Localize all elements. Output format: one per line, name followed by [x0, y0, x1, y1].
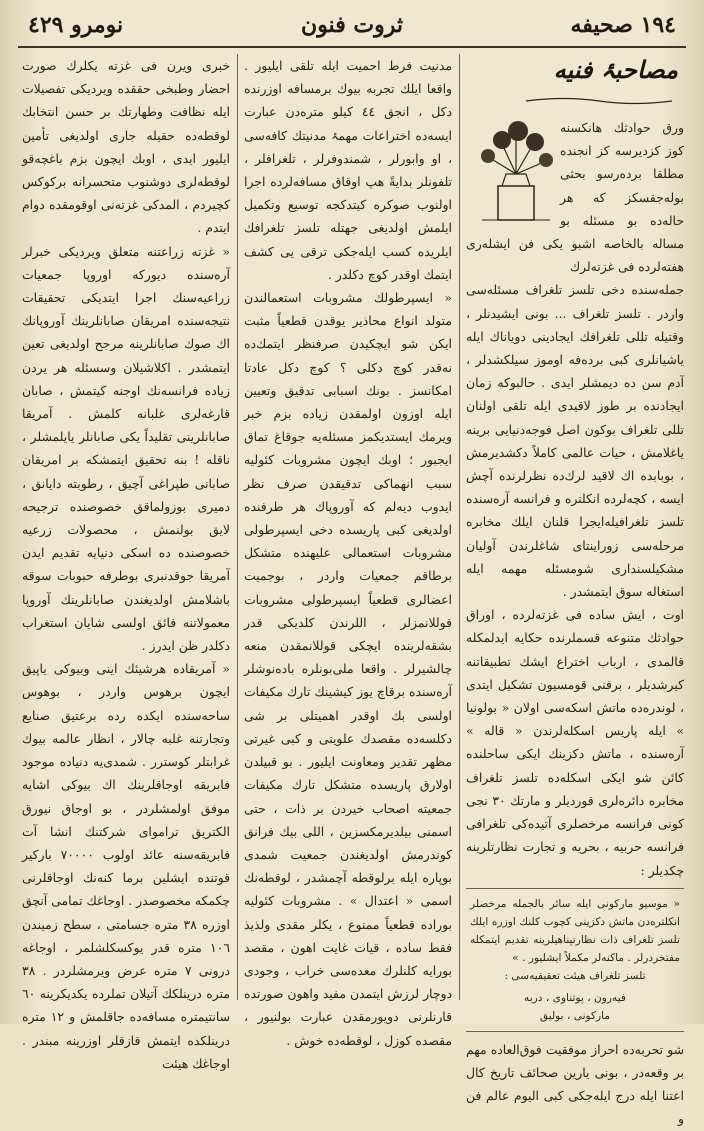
column-divider — [459, 54, 460, 1000]
paragraph: شو تحربه‌ده احراز موفقيت فوق‌العاده مهم بر وقعه‌در ، بونى يارين صحائف تاريخ كال اعتنا ايله درج ايله‌جكى كبى اليوم عالم فن و — [466, 1041, 684, 1127]
column-divider — [237, 54, 238, 1000]
telegram-signature: تلسز تلغراف هيئت تعقيقيه‌سى : — [504, 969, 646, 982]
page-label: ١٩٤ صحيفه — [570, 12, 676, 38]
article-heading — [466, 54, 684, 114]
page-header — [18, 4, 686, 44]
paragraph: جمله‌سنده دخى تلسز تلغراف مسئله‌سى واردر . تلسز تلغراف ... بونى ايشيدنلر ، وقتيله تللى تلغرافك ايجادينى دوياناك ايله ياشيانلرى كبى برده‌فه اوموز سيلكشدلر ، آدم سن ده ديمشلر ايدى . حالبوكه زمان ايجادنده بر طوز لاقيدى ايله تلقى اولنان تللى تلغراف بوكون اصل فوجه‌دنيايى برينه ياغلامش ، حيات عالمى كاملاً دكشديرمش ، بوبابده اك لاقيد لرك‌ده نظرلرنده آچش ايسه ، كچه‌لرده انكلتره و فرانسه آره‌سنده تلسز تلغرافيله‌ايجرا قلنان ايلك مخابره مرحله‌سى زوراينتاى شاغلرندن آوليان مشكيلسندارى شومسئله مهمه ايله استغاله سوق ايتمشدر . — [466, 282, 684, 600]
paragraph: خبرى ويرن فى غزته يكلرك صورت احضار وطبخى حققده ويرديكى تفصيلات ايله نظافت وطهارتك بر حسن انتخابك لوقطه‌ده حقيله جارى اولديغى تأمين ايليور ايدى ، اوبك ايچون بزم باغچه‌قو لوقطه‌لرى دوشنوب متحسرانه بركوكس كچيردم ، المدكى غزته‌نى اوقومقده دوام ايتدم . — [22, 58, 230, 236]
column-right — [466, 54, 684, 1127]
paragraph: مدنيت فرط احميت ايله تلقى ايليور . واقعا ايلك تجربه بيوك برمسافه اوزرنده دكل ، انجق ٤٤ كيلو متره‌دن عبارت ايسه‌ده اختراعات مهمۂ مدنيتك كافه‌سى ، او وابورلر ، شمندوفرلر ، تلغرافلر ، تلفونلر بدايةً هپ اوقاق مسافه‌لرده اجرا اولنوب صوكره كيتدكجه توسيع وتكميل ايلمش اولديغى جهتله تلسز تلغرافك ايلريده كسب ايله‌جكى ترقى يى كشف ايتمك اوقدر كوچ دكلدر . — [244, 58, 452, 282]
column-middle — [244, 54, 452, 1048]
header-rule — [18, 46, 686, 48]
paragraph: « غزته زراعتنه متعلق ويرديكى خبرلر آره‌سنده ديوركه اوروپا جمعيات زراعيه‌سنك اجرا ايتديكى تحقيقات نتيجه‌سنده امريقان صابانلرينك آوروپانك اك صوك صابانلرينه مرجح اولديغى تعين ايتمشدر . اكلاشيلان وسسئله هر يردن زياده فرانسه‌نك اوجنه كيتمش ، صابان قارغه‌لرى غلبانه كلمش . آمريقا صابانلرينى تقليداً يكى صابانلر يايلمشلر ، ناقله ! بنه تحقيق ايتمشكه بر امريقان صابانى طپراغى آچيق ، رطوبته دايانق ، دميرى بوزولماقق خصوصنده ترجيحه لايق بولنمش ، محصولات زرعيه خصوصنده ده اسكى دنيايه تقديم ايدن آمريقا جوقدنبرى بوطرفه حبوبات سوقه باشلامش اولديغندن صابانلرينك آوروپا معمولاتنه فائق اولسى شايان استغراب دكلدر ظن ايدرز . — [22, 243, 230, 654]
journal-title: ثروت فنون — [301, 12, 403, 38]
paragraph: « ايسپرطولك مشروبات استعمالندن متولد انواع محاذير يوقدن قطعياً مثبت ايكن شو ايچكيدن صرفنظر ايتمك‌ده نه‌قدر كوچ دكلى ؟ كوچ دكل عادتا امكانسز . بونك اسبابى تدقيق وتعيين ايله اوزون اولمقدن زياده بزم خبر ويرمك ايستديكمز مسئله‌يه جوقاغ تماق ايجبور ؛ اوبك ايچون مشروبات كئوليه سبب انهماكى تدقيقدن صرف نظر ايدوب ديه‌لم كه آوروپاك هر طرفنده اولديغى كبى پاريسده دخى ايسپرطولى مشروبات استعمالى عليهنده متشكل برطاقم جمعيات واردر ، بوجميت اعضالرى قطعياً ايسپرطولى مشروبات قوللانمزلر ، اللرندن كلديكى قدر بشقه‌لرينده ايچكى قوللانمقدن منعه چالشيرلر . واقعا ملى‌بونلره باده‌نوشلر آره‌سنده برقاچ يوز كيشينك تارك مكيفات اولسى بك اوقدر اهميتلى بر شى دكلسه‌ده مقصدك علويتى و كبى غيرتى مظهر تقدير ومعاونت ايليور . بو قبيلدن اولارق پاريسده متشكل تارك مكيفات جمعيته اصحاب خيردن بر ذات ، حتى اسمنى بيلديرمكسزين ، اللى بيك فرانق كوندرمش اولديغندن جمعيت شمدى بوپاره ايله برلوقطه آچمشدر ، لوقطه‌نك اسمى « اعتدال » . مشروبات كئوليه بوراده قطعياً ممنوع ، يكلر مقدى ولذيذ فقط ساده ، قيات غايت اهون ، مقصد بورايه كلنلرك معده‌سى خراب ، وجودى دوچار لرزش ايتمدن مفيد واهون صورتده قارنلرنى دويورمقدن عبارت بولنيور ، مقصده كوزل ، لوقطه‌ده خوش . — [244, 290, 452, 1048]
paragraph: ورق حوادثك هانكسنه كوز كزديرسه كز انجنده مطلقا برده‌رسو بحثى بوله‌جقسكز كه هر حاله‌ده بو مسئله بو مساله بالخاصه اشبو يكى فن ايشله‌رى هفته‌لرده فى غزته‌لرك — [466, 120, 684, 275]
telegram-inset — [466, 888, 684, 1032]
flower-vase-illustration — [472, 116, 560, 224]
flourish-ornament — [524, 96, 674, 106]
paragraph: اوت ، ايش ساده فى غزته‌لرده ، اوراق حوادثك متنوعه قسملرنده حكايه ايدلمكله قالمدى ، ارباب اختراع ايشك تطبيقاتنه كيرشديلر ، برفنى قومسيون تشكيل ايتدى ، لوندره‌ده ماتش اسكه‌سى اولان « بولونيا » ايله پاريس اسكله‌لرندن « قاله » آره‌سنده ، ماتش دكزينك ايكى ساحلنده كائن شو ايكى اسكله‌ده تلسز تلغراف مخابره دائره‌لرى قورديلر و مارتك ٣٠ نجى كونى فرانسه مرخصلرى آتيده‌كى تلغرافى فرانسه حربيه ، بحريه و تجارت نظارتلرينه چكديلر : — [466, 607, 684, 878]
column-left — [22, 54, 231, 1071]
article-title: مصاحبۂ فنيه — [553, 55, 678, 84]
issue-number: نومرو ٤٢٩ — [28, 12, 124, 38]
paragraph: « آمريقاده هرشيئك اينى وبيوكى ياپيق ايچون برهوس واردر ، بوهوس ساحه‌سنده ايكده رده برعتيق صنايع وتجارتنه غلبه چالار ، انظار عالمه بيوك غرابتلر كوسترر . شمدى‌يه دنياده موجود فابريقه اوجاقلرينك اك بيوكى اشايه موفق اولمشلردر ، بو اوجاق نيورق الكتريق ترامواى شركتنك انشا آت فابريقه‌سنه عائد اولوب ٧٠٠٠٠ باركير قوتنده ايشلين برما كنه‌نك اوجاقلرنى چكمكه مخصوصدر . اوجاغك تمامى آنچق اوزره ٣٨ متره جسامتى ، سطح زميندن ١٠٦ متره قدر يوكسكلشلمر ، اوجاغه درونى ٧ متره عرض ويرمشلردر . ٣٨ متره درينلكك آتيلان تملرده يكديكرينه ٦٠ سانتيمتره مسافه‌ده جاقلمش و ١٢ متره درينلكده ايتمش قازقلر اوزرينه مبندر . اوجاغك هيئت — [22, 661, 231, 1071]
telegram-quote: « موسيو ماركونى ايله سائر بالجمله مرخصلر انكلتره‌دن ماتش دكزينى كچوب كلنك اوزره ايلك تلسز تلغراف ذات نظارتپناهيلرينه تقديم ايتمكله مفتخردرلر . ماكنه‌لر مكملاً ايشليور . » — [470, 897, 680, 964]
telegram-names: فيه‌رون ، پوتناوى ، دربه ماركونى ، بوليق — [524, 991, 626, 1022]
